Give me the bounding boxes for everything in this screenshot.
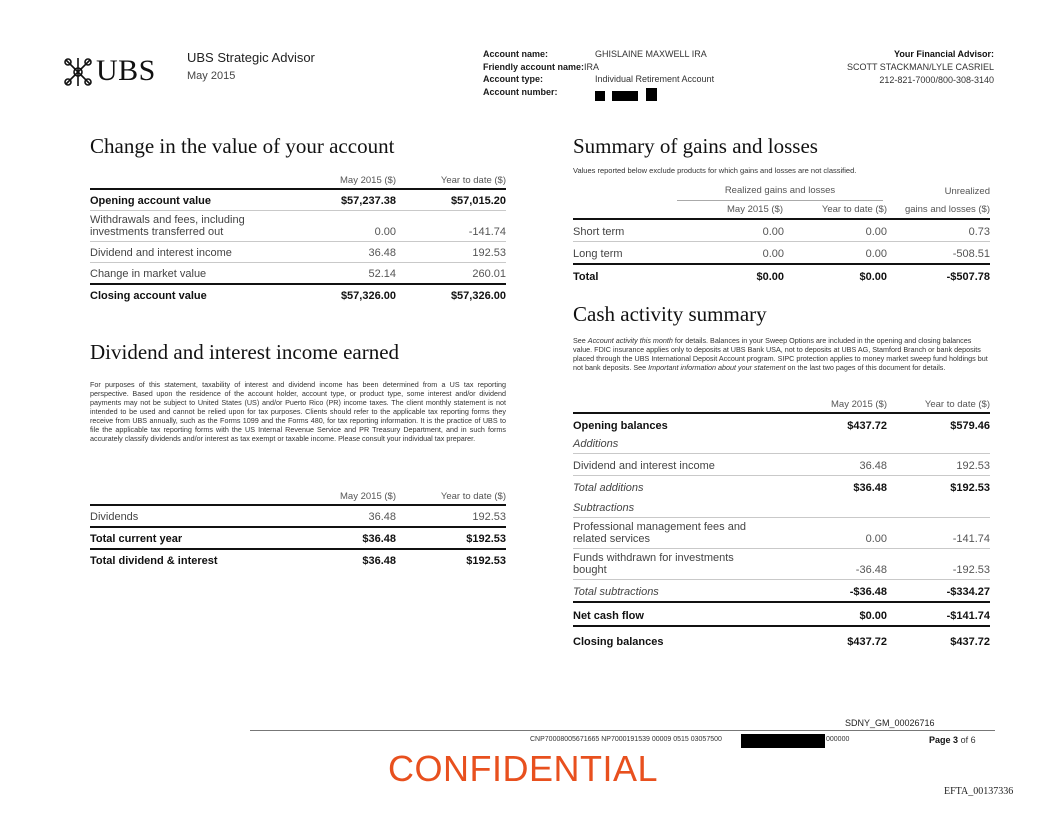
dividend-table: [90, 484, 506, 570]
footer-redaction: [741, 734, 825, 748]
table-row: Funds withdrawn for investments bought -36.48 -192.53: [573, 548, 990, 579]
table-row: Dividends 36.48 192.53: [90, 504, 506, 526]
table-row: Short term 0.00 0.00 0.73: [573, 218, 990, 241]
account-info: [483, 48, 714, 104]
table-row: Net cash flow $0.00 -$141.74: [573, 601, 990, 625]
table-row: Total subtractions -$36.48 -$334.27: [573, 579, 990, 601]
table-row: Closing account value $57,326.00 $57,326.00: [90, 283, 506, 305]
col-header: gains and losses ($): [904, 204, 990, 215]
table-row: Total dividend & interest $36.48 $192.53: [90, 548, 506, 570]
realized-group-header: Realized gains and losses: [677, 185, 883, 201]
friendly-name-label: Friendly account name:: [483, 61, 585, 72]
gains-section-title: Summary of gains and losses: [573, 134, 818, 158]
col-header: May 2015 ($): [340, 491, 396, 502]
cash-table-header: [573, 392, 990, 412]
change-section-title: Change in the value of your account: [90, 134, 395, 158]
financial-advisor: [847, 48, 994, 87]
account-name-value: GHISLAINE MAXWELL IRA: [595, 49, 707, 59]
table-row: Dividend and interest income 36.48 192.53: [573, 453, 990, 475]
table-row: Opening account value $57,237.38 $57,015.20: [90, 188, 506, 210]
advisor-phone: 212-821-7000/800-308-3140: [879, 75, 994, 85]
advisor-heading: Your Financial Advisor:: [893, 49, 994, 59]
account-type-label: Account type:: [483, 74, 544, 84]
col-header: Year to date ($): [821, 204, 887, 215]
account-name-label: Account name:: [483, 49, 549, 59]
document-code-tail: 000000: [826, 736, 850, 743]
account-activity-reference: Account activity this month: [587, 336, 673, 345]
ubs-logo: [62, 54, 162, 94]
account-type-value: Individual Retirement Account: [595, 74, 715, 84]
table-row: Opening balances $437.72 $579.46: [573, 412, 990, 435]
table-row: Change in market value 52.14 260.01: [90, 262, 506, 283]
ubs-keys-icon: [62, 56, 94, 88]
table-row: Total additions $36.48 $192.53: [573, 475, 990, 497]
document-code: CNP70008005671665 NP7000191539 00009 0515 03057500: [530, 736, 722, 743]
table-row: Total current year $36.48 $192.53: [90, 526, 506, 548]
col-header: Year to date ($): [440, 175, 506, 186]
change-table: [90, 168, 506, 305]
ubs-wordmark: UBS: [96, 54, 156, 87]
table-row: Professional management fees and related services 0.00 -141.74: [573, 517, 990, 548]
advisor-names: SCOTT STACKMAN/LYLE CASRIEL: [846, 62, 994, 72]
dividend-table-header: [90, 484, 506, 504]
table-row: Subtractions: [573, 502, 635, 514]
col-header: May 2015 ($): [340, 175, 396, 186]
dividend-section-title: Dividend and interest income earned: [90, 340, 400, 364]
important-info-reference: Important information about your statement: [648, 363, 786, 372]
table-row: Closing balances $437.72 $437.72: [573, 625, 990, 651]
friendly-name-value: IRA: [584, 61, 600, 72]
cash-section-title: Cash activity summary: [573, 302, 767, 326]
table-row: Withdrawals and fees, including investments transferred out 0.00 -141.74: [90, 210, 506, 241]
col-header: May 2015 ($): [831, 399, 887, 410]
col-header: May 2015 ($): [727, 204, 783, 215]
statement-date: May 2015: [187, 70, 236, 82]
gains-table: [573, 182, 990, 286]
footer-divider: [250, 730, 995, 731]
dividend-tax-note: For purposes of this statement, taxability of interest and dividend income has been determined from a US tax reporting perspective. Based upon the residence of the account holder, account type, or product type, some interest and/or dividend payments may not be subject to United States (US) and/or Puerto Rico (PR) income taxes. The client monthly statement is not intended to be used and cannot be relied upon for tax purposes. Clients should refer to the applicable tax reporting forms they receive from UBS annually, such as the Forms 1099 and the Forms 480, for tax reporting information. It is the practice of UBS to file the applicable tax reporting forms with the US Internal Revenue Service and PR Treasury Department, and in such forms accurately classify dividends and/or interest as tax exempt or taxable income. Please consult your individual tax preparer.: [90, 380, 506, 443]
account-number-label: Account number:: [483, 86, 558, 97]
account-number-redacted: [595, 86, 657, 105]
change-table-header: [90, 168, 506, 188]
page-number: Page 3 of 6: [929, 735, 976, 745]
table-row: Dividend and interest income 36.48 192.53: [90, 241, 506, 262]
table-row: Long term 0.00 0.00 -508.51: [573, 241, 990, 263]
col-header: Year to date ($): [440, 491, 506, 502]
col-header: Year to date ($): [924, 399, 990, 410]
cash-table: [573, 392, 990, 651]
efta-number: EFTA_00137336: [944, 786, 1014, 797]
bates-number: SDNY_GM_00026716: [845, 718, 935, 728]
table-row: Total $0.00 $0.00 -$507.78: [573, 263, 990, 286]
statement-title: UBS Strategic Advisor: [187, 50, 315, 65]
unrealized-header: Unrealized: [944, 186, 990, 197]
gains-note: Values reported below exclude products for which gains and losses are not classified.: [573, 166, 857, 175]
gains-table-header: [573, 182, 990, 218]
confidential-stamp: CONFIDENTIAL: [388, 748, 659, 789]
table-row: Additions: [573, 438, 619, 450]
cash-note: See Account activity this month for details. Balances in your Sweep Options are included in the opening and closing balances value. FDIC insurance applies only to deposits at UBS Bank USA, not to deposits at UBS AG, Stamford Branch or bank deposits placed through the UBS International Deposit Account program. SIPC protection applies to money market sweep fund holdings but not bank deposits. See Important information about your statement on the last two pages of this document for details.: [573, 336, 988, 372]
